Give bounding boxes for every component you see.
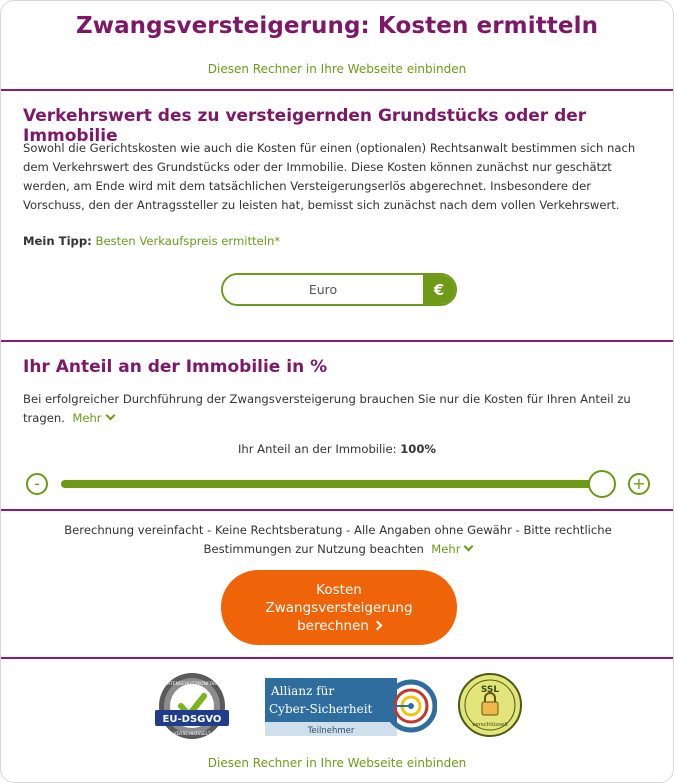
- increase-share-button[interactable]: +: [628, 473, 650, 495]
- property-value-field: [221, 273, 457, 306]
- dsgvo-label: EU-DSGVO: [162, 714, 222, 725]
- cyber-line-2: Cyber-Sicherheit: [269, 702, 373, 716]
- share-slider-handle[interactable]: [588, 470, 616, 498]
- disclaimer-more-link[interactable]: [431, 542, 472, 556]
- euro-icon: €: [423, 275, 455, 304]
- cyber-security-alliance-badge: [263, 674, 437, 738]
- dsgvo-bottom-text: VERSCHLÜSSELT: [173, 732, 211, 737]
- calculate-button-label: Kosten Zwangsversteigerung berechnen: [265, 581, 413, 634]
- divider-value: [1, 340, 673, 342]
- share-label: Ihr Anteil an der Immobilie:: [237, 442, 397, 456]
- eu-dsgvo-badge: [153, 670, 231, 746]
- ssl-sub: verschlüsselt: [471, 722, 509, 728]
- disclaimer-text: Berechnung vereinfacht - Keine Rechtsberatung - Alle Angaben ohne Gewähr - Bitte rechtliche Bestimmungen zur Nutzung beachten: [64, 523, 612, 556]
- share-slider-track[interactable]: [61, 480, 603, 488]
- tip-label: Mein Tipp:: [23, 234, 92, 248]
- embed-link-bottom[interactable]: Diesen Rechner in Ihre Webseite einbinden: [207, 756, 467, 770]
- cyber-sub: Teilnehmer: [307, 726, 355, 736]
- tip-line: [23, 234, 280, 248]
- decrease-share-button[interactable]: -: [26, 473, 48, 495]
- share-more-link[interactable]: [72, 411, 113, 425]
- divider-bottom: [1, 657, 673, 659]
- calculate-button[interactable]: [221, 570, 457, 645]
- share-more-label: Mehr: [72, 411, 102, 425]
- ssl-badge: [457, 672, 523, 738]
- disclaimer-more-label: Mehr: [431, 542, 461, 556]
- share-section-heading: Ihr Anteil an der Immobilie in %: [23, 357, 328, 377]
- disclaimer-block: [41, 521, 635, 559]
- chevron-down-icon: [105, 411, 115, 421]
- chevron-right-icon: [372, 620, 382, 630]
- share-readout: [1, 442, 673, 456]
- page-title: Zwangsversteigerung: Kosten ermitteln: [75, 13, 599, 39]
- share-section-description: Bei erfolgreicher Durchführung der Zwangsversteigerung brauchen Sie nur die Kosten für Ihren Anteil zu tragen.: [23, 392, 631, 425]
- cyber-line-1: Allianz für: [271, 684, 335, 698]
- property-value-input[interactable]: [223, 275, 423, 304]
- ssl-label: SSL: [480, 685, 500, 695]
- value-section-heading: Verkehrswert des zu versteigernden Grundstücks oder der Immobilie: [23, 106, 587, 146]
- embed-link-top[interactable]: Diesen Rechner in Ihre Webseite einbinden: [207, 62, 467, 76]
- share-value: 100%: [400, 442, 437, 456]
- divider-top: [1, 89, 673, 91]
- share-section-description-block: [23, 390, 653, 428]
- divider-share: [1, 509, 673, 511]
- dsgvo-top-text: DATENSCHUTZKONFORM: [163, 682, 221, 687]
- value-section-description: Sowohl die Gerichtskosten wie auch die Kosten für einen (optionalen) Rechtsanwalt bestimmen sich nach dem Verkehrswert des Grundstücks oder der Immobilie. Diese Kosten können zunächst nur geschätzt werden, am Ende wird mit dem tatsächlichen Versteigerungserlös abgerechnet. Insbesondere der Vorschuss, den der Antragssteller zu leisten hat, bemisst sich zunächst nach dem vollen Verkehrswert.: [23, 141, 636, 212]
- chevron-down-icon: [464, 542, 474, 552]
- best-price-link[interactable]: Besten Verkaufspreis ermitteln*: [95, 234, 281, 248]
